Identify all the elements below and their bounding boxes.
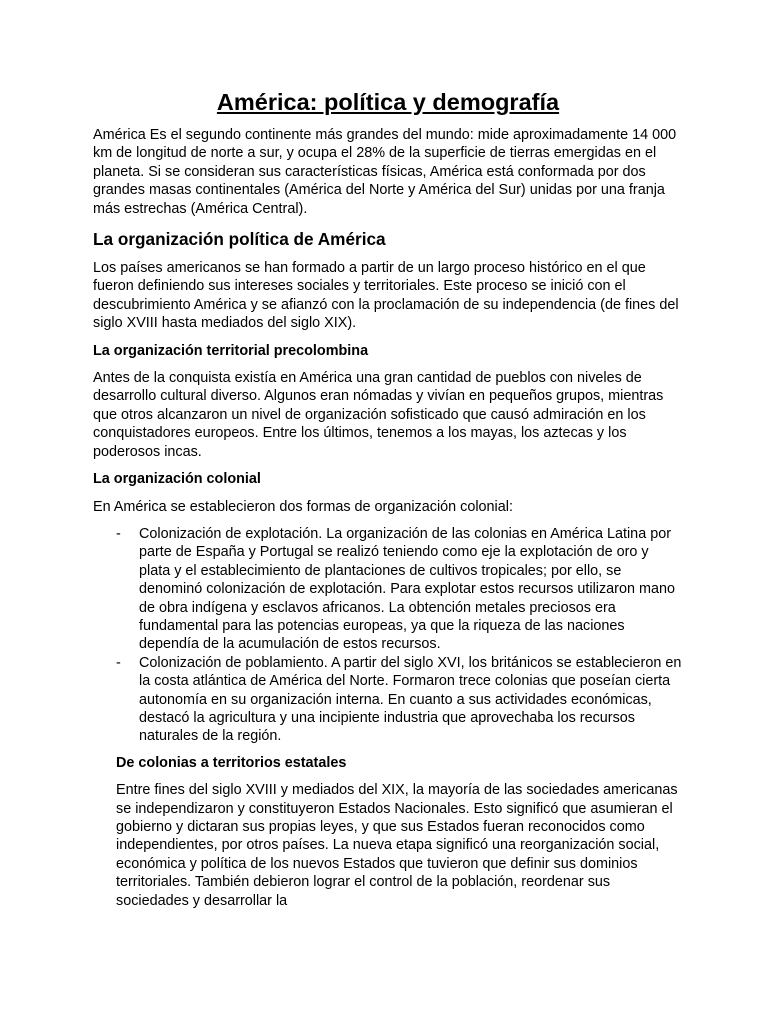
bullet-text-poblamiento: Colonización de poblamiento. A partir del siglo XVI, los británicos se establecieron en la costa atlántica de América del Norte. Formaron trece colonias que poseían cierta autonomía en su organización interna. En cuanto a sus actividades económicas, destacó la agricultura y una incipiente industria que aprovechaba los recursos naturales de la región. [139,654,682,745]
bullet-dash: - [116,525,121,542]
territorios-section [116,754,683,910]
bullet-dash: - [116,654,121,671]
intro-paragraph: América Es el segundo continente más grandes del mundo: mide aproximadamente 14 000 km de longitud de norte a sur, y ocupa el 28% de la superficie de tierras emergidas en el planeta. Si se consideran sus características físicas, América está conformada por dos grandes masas continentales (América del Norte y América del Sur) unidas por una franja más estrechas (América Central). [93,127,677,217]
territorios-paragraph: Entre fines del siglo XVIII y mediados del XIX, la mayoría de las sociedades americanas se independizaron y constituyeron Estados Nacionales. Esto significó que asumieran el gobierno y dictaran sus propias leyes, y que sus Estados fueran reconocidos como independientes, por otros países. La nueva etapa significó una reorganización social, económica y política de los nuevos Estados que tuvieron que definir sus dominios territoriales. También debieron lograr el control de la población, reordenar sus sociedades y desarrollar la [116,782,678,909]
precolombina-paragraph: Antes de la conquista existía en América una gran cantidad de pueblos con niveles de desarrollo cultural diverso. Algunos eran nómadas y vivían en pequeños grupos, mientras que otros alcanzaron un nivel de organización sofisticado que causó admiración en los conquistadores europeos. Entre los últimos, tenemos a los mayas, los aztecas y los poderosos incas. [93,370,664,460]
section-heading-colonial: La organización colonial [93,471,261,488]
document-page [93,88,683,910]
bullet-text-explotacion: Colonización de explotación. La organización de las colonias en América Latina por parte de España y Portugal se realizó teniendo como eje la explotación de oro y plata y el establecimiento de plantaciones de cultivos tropicales; por ello, se denominó colonización de explotación. Para explotar estos recursos utilizaron mano de obra indígena y esclavos africanos. La obtención metales preciosos era fundamental para las potencias europeas, ya que la riqueza de las naciones dependía de la acumulación de estos recursos. [139,525,675,653]
colonial-paragraph: En América se establecieron dos formas de organización colonial: [93,498,513,515]
list-item [93,654,683,746]
list-item [93,525,683,654]
document-title: América: política y demografía [216,89,560,115]
section-heading-political-organization: La organización política de América [93,229,386,250]
section-heading-territorios: De colonias a territorios estatales [116,754,347,771]
section-heading-precolombina: La organización territorial precolombina [93,342,369,359]
political-organization-paragraph: Los países americanos se han formado a partir de un largo proceso histórico en el que fueron definiendo sus intereses sociales y territoriales. Este proceso se inició con el descubrimiento América y se afianzó con la proclamación de su independencia (de fines del siglo XVIII hasta mediados del siglo XIX). [93,260,679,332]
colonial-bullet-list [93,525,683,746]
